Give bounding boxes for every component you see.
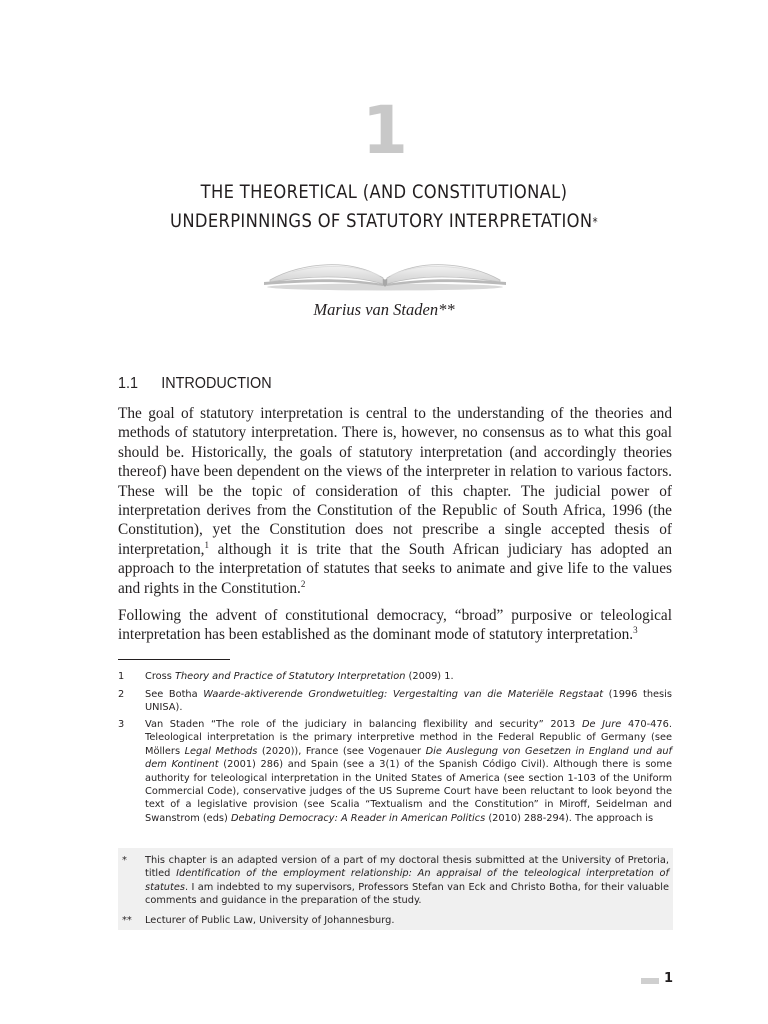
body-paragraph-1-text-b: although it is trite that the South African judiciary has adopted an approach to the interpretation of statutes that seeks to animate and give life to the values and rights in the Constitution. [118, 540, 672, 597]
section-title: INTRODUCTION [161, 375, 272, 392]
footnote-2-text-part: See Botha [145, 689, 204, 700]
author-note-1-italic: Identification of the employment relationship: An appraisal of the teleological interpretation of statutes [145, 868, 669, 893]
footnote-3-italic: Legal Methods [184, 745, 258, 757]
section-heading [118, 375, 272, 393]
footnote-2-italic: Waarde-aktiverende Grondwetuitleg: Vergestalting van die Materiële Regstaat [203, 689, 604, 700]
body-paragraph-1 [118, 404, 672, 598]
footnote-1 [118, 670, 672, 683]
footnote-2 [118, 688, 672, 715]
section-number: 1.1 [118, 375, 139, 392]
footnote-3-text-part: (2001) 286) and Spain (see a 3(1) of the Spanish Código Civil). Although there is some authority for teleological interpretation in the United States of America (see section 1-103 of the Uniform Commercial Code), conservative judges of the US Supreme Court have been reluctant to look beyond the text of a legislative provision (see Scalia “Textualism and the Constitution” in Miroff, Seidelman and Swanstrom (eds) [145, 759, 672, 824]
chapter-number: 1 [362, 92, 406, 169]
footnote-3-italic: De Jure [581, 719, 622, 730]
footnote-ref-2[interactable]: 2 [300, 578, 306, 589]
page-number: 1 [664, 971, 674, 986]
page-number-bar [641, 978, 659, 984]
footnote-ref-1[interactable]: 1 [204, 539, 209, 550]
footnote-1-number: 1 [118, 671, 125, 682]
author-name: Marius van Staden** [313, 300, 455, 319]
footnote-3-text [145, 718, 672, 825]
footnote-3-text-part: (2020)), France (see Vogenauer [257, 745, 426, 757]
footnote-2-number: 2 [118, 689, 125, 700]
footnote-3-text-part: 470-476. Teleological interpretation is the primary interpretive method in the Federal Republic of Germany (see Möllers [145, 719, 673, 757]
footnote-2-text-part: (1996 thesis UNISA). [145, 689, 672, 714]
footnote-3-italic: Debating Democracy: A Reader in American Politics [230, 812, 486, 824]
footnote-3-text-part: Van Staden “The role of the judiciary in balancing flexibility and security” 2013 [145, 719, 582, 730]
chapter-title-footnote-mark: * [592, 215, 598, 229]
author-note-1-mark: * [122, 855, 127, 866]
open-book-icon [262, 252, 508, 292]
chapter-title-line-1: THE THEORETICAL (AND CONSTITUTIONAL) [200, 181, 568, 203]
footnote-1-text-part: (2009) 1. [405, 671, 454, 682]
footnote-3-text-part: (2010) 288-294). The approach is [485, 812, 654, 824]
chapter-title-line-2-text: UNDERPINNINGS OF STATUTORY INTERPRETATION [170, 210, 593, 232]
body-paragraph-2-text: Following the advent of constitutional democracy, “broad” purposive or teleological interpretation has been established as the dominant mode of statutory interpretation. [118, 607, 672, 644]
author-notes-box [118, 848, 673, 930]
footnote-ref-3[interactable]: 3 [633, 625, 638, 636]
author-note-2-text: Lecturer of Public Law, University of Johannesburg. [145, 915, 395, 926]
body-paragraph-2 [118, 606, 672, 645]
footnote-1-text-part: Cross [145, 671, 175, 682]
author-note-1-text [145, 854, 669, 908]
footnote-3-italic: Die Auslegung von Gesetzen in England und auf dem Kontinent [145, 745, 672, 771]
footnote-2-text [145, 688, 672, 715]
author-note-1 [118, 854, 673, 908]
author-note-1-text-part: This chapter is an adapted version of a part of my doctoral thesis submitted at the University of Pretoria, titled [145, 855, 669, 880]
author-note-2 [118, 914, 673, 927]
footnote-1-italic: Theory and Practice of Statutory Interpretation [174, 671, 406, 682]
chapter-title-line-2 [54, 207, 714, 237]
author-note-2-mark: ** [122, 915, 132, 926]
footnote-separator [118, 659, 230, 660]
footnote-1-text [145, 670, 672, 683]
footnote-3-number: 3 [118, 719, 125, 730]
author-note-1-text-part: . I am indebted to my supervisors, Professors Stefan van Eck and Christo Botha, for their valuable comments and guidance in the preparation of the study. [145, 881, 669, 907]
chapter-title [54, 178, 714, 237]
body-paragraph-1-text-a: The goal of statutory interpretation is central to the understanding of the theories and methods of statutory interpretation. There is, however, no consensus as to what this goal should be. Historically, the goals of statutory interpretation (and accordingly theories thereof) have been dependent on the views of the interpreter in relation to various factors. These will be the topic of consideration of this chapter. The judicial power of interpretation derives from the Constitution of the Republic of South Africa, 1996 (the Constitution), yet the Constitution does not prescribe a single accepted thesis of interpretation, [118, 405, 672, 558]
footnote-3 [118, 718, 672, 825]
